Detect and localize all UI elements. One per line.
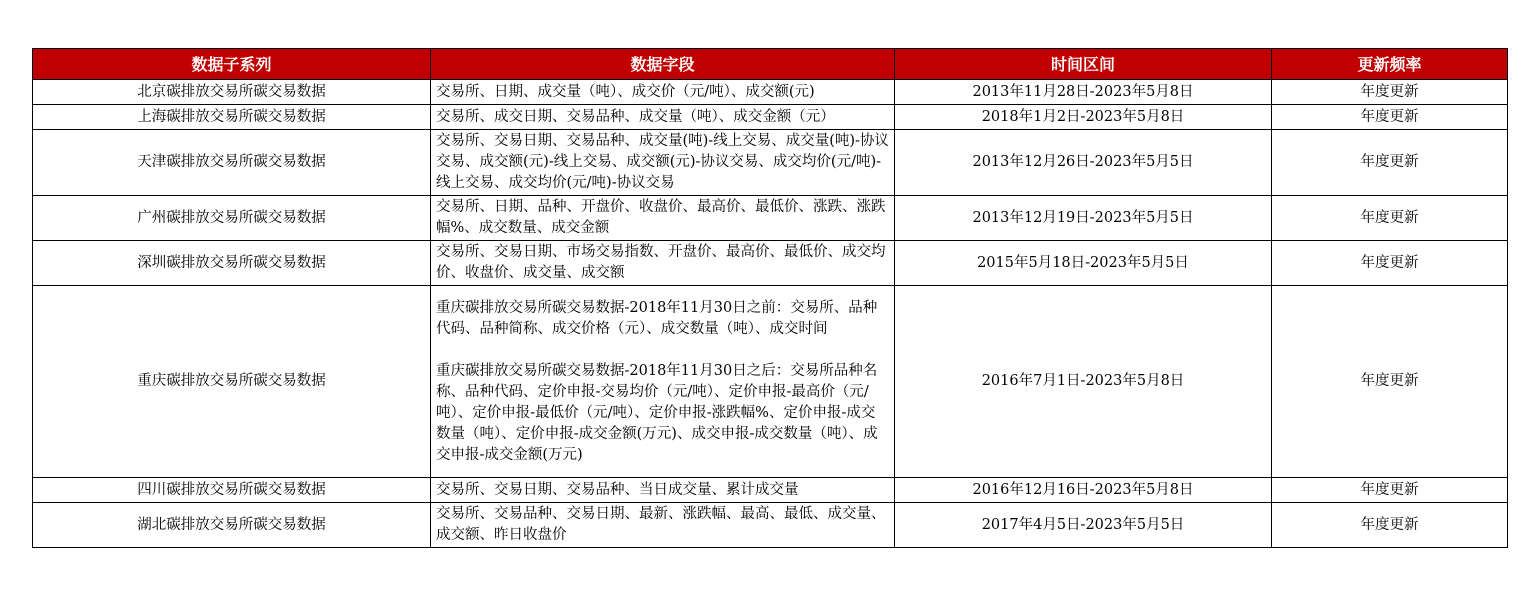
cell-series: 上海碳排放交易所碳交易数据 [33, 105, 431, 130]
table-row [33, 503, 1508, 548]
cell-frequency: 年度更新 [1272, 286, 1508, 478]
table-row [33, 80, 1508, 105]
fields-text: 交易所、成交日期、交易品种、成交量（吨）、成交金额（元） [436, 108, 835, 125]
table-row [33, 478, 1508, 503]
cell-fields [431, 478, 895, 503]
fields-text: 交易所、交易日期、市场交易指数、开盘价、最高价、最低价、成交均价、收盘价、成交量、成交额 [436, 244, 886, 281]
cell-series: 重庆碳排放交易所碳交易数据 [33, 286, 431, 478]
cell-frequency: 年度更新 [1272, 196, 1508, 241]
cell-period: 2013年12月26日-2023年5月5日 [895, 130, 1272, 196]
table-header-row [33, 49, 1508, 80]
cell-frequency: 年度更新 [1272, 241, 1508, 286]
table-row [33, 286, 1508, 478]
cell-frequency: 年度更新 [1272, 80, 1508, 105]
cell-frequency: 年度更新 [1272, 478, 1508, 503]
cell-series: 湖北碳排放交易所碳交易数据 [33, 503, 431, 548]
header-frequency: 更新频率 [1272, 49, 1508, 80]
cell-fields [431, 241, 895, 286]
fields-text: 交易所、交易日期、交易品种、当日成交量、累计成交量 [436, 481, 799, 498]
cell-fields [431, 80, 895, 105]
data-table-container [32, 48, 1507, 548]
cell-frequency: 年度更新 [1272, 105, 1508, 130]
cell-frequency: 年度更新 [1272, 503, 1508, 548]
cell-fields [431, 286, 895, 478]
fields-text: 重庆碳排放交易所碳交易数据-2018年11月30日之前：交易所、品种代码、品种简称、成交价格（元）、成交数量（吨）、成交时间 重庆碳排放交易所碳交易数据-2018年11月30日之后：交易所品种名称、品种代码、定价申报-交易均价（元/吨）、定价申报-最高价（元/吨）、定价申报-最低价（元/吨）、定价申报-涨跌幅%、定价申报-成交数量（吨）、定价申报-成交金额(万元)、成交申报-成交数量（吨）、成交申报-成交金额(万元) [436, 299, 878, 463]
cell-series: 深圳碳排放交易所碳交易数据 [33, 241, 431, 286]
fields-text: 交易所、日期、成交量（吨）、成交价（元/吨）、成交额(元) [436, 83, 815, 100]
header-series: 数据子系列 [33, 49, 431, 80]
cell-period: 2018年1月2日-2023年5月8日 [895, 105, 1272, 130]
cell-period: 2017年4月5日-2023年5月5日 [895, 503, 1272, 548]
table-row [33, 241, 1508, 286]
cell-period: 2016年12月16日-2023年5月8日 [895, 478, 1272, 503]
cell-period: 2016年7月1日-2023年5月8日 [895, 286, 1272, 478]
cell-series: 北京碳排放交易所碳交易数据 [33, 80, 431, 105]
fields-text: 交易所、交易品种、交易日期、最新、涨跌幅、最高、最低、成交量、成交额、昨日收盘价 [436, 506, 886, 543]
cell-fields [431, 105, 895, 130]
cell-fields [431, 196, 895, 241]
fields-text: 交易所、交易日期、交易品种、成交量(吨)-线上交易、成交量(吨)-协议交易、成交额(元)-线上交易、成交额(元)-协议交易、成交均价(元/吨)-线上交易、成交均价(元/吨)-协议交易 [436, 133, 889, 191]
cell-series: 天津碳排放交易所碳交易数据 [33, 130, 431, 196]
cell-period: 2013年11月28日-2023年5月8日 [895, 80, 1272, 105]
cell-frequency: 年度更新 [1272, 130, 1508, 196]
cell-period: 2013年12月19日-2023年5月5日 [895, 196, 1272, 241]
cell-fields [431, 503, 895, 548]
table-row [33, 130, 1508, 196]
cell-period: 2015年5月18日-2023年5月5日 [895, 241, 1272, 286]
cell-fields [431, 130, 895, 196]
cell-series: 广州碳排放交易所碳交易数据 [33, 196, 431, 241]
table-row [33, 196, 1508, 241]
header-period: 时间区间 [895, 49, 1272, 80]
data-table [32, 48, 1508, 548]
cell-series: 四川碳排放交易所碳交易数据 [33, 478, 431, 503]
fields-text: 交易所、日期、品种、开盘价、收盘价、最高价、最低价、涨跌、涨跌幅%、成交数量、成交金额 [436, 199, 886, 236]
table-row [33, 105, 1508, 130]
header-fields: 数据字段 [431, 49, 895, 80]
